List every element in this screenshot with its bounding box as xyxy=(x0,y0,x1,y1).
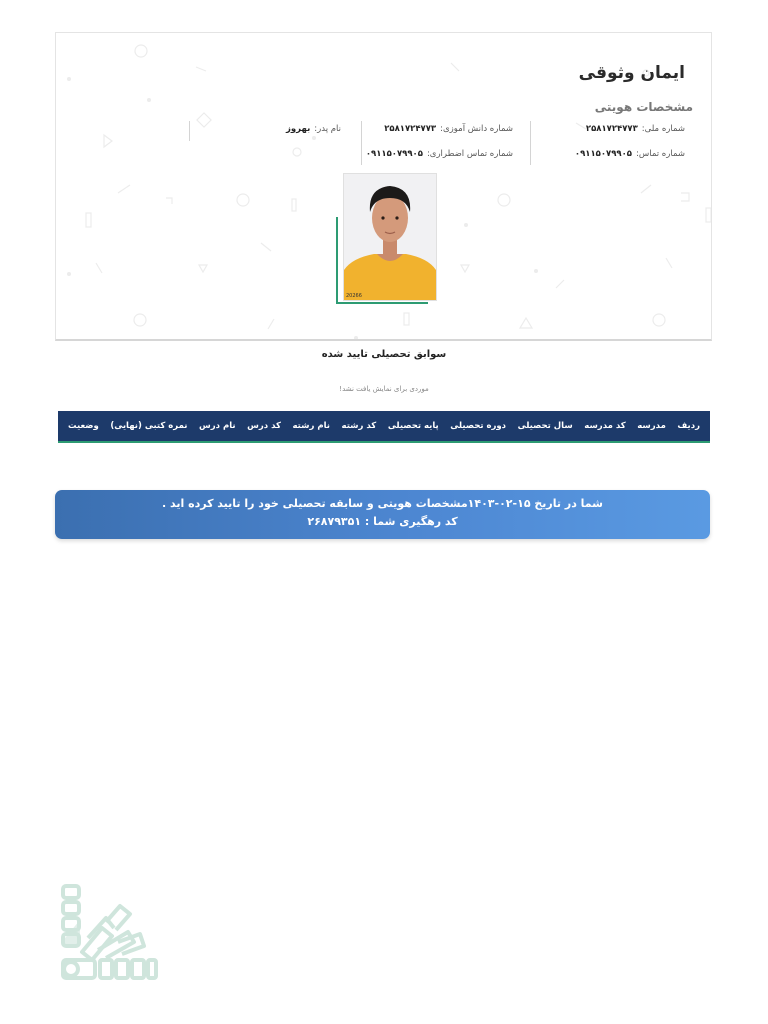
student-id-field xyxy=(384,124,513,134)
confirmation-banner xyxy=(55,490,710,539)
father-name-field xyxy=(286,124,341,134)
father-name-value: بهروز xyxy=(286,124,311,134)
column-header[interactable]: وضعیت xyxy=(68,421,99,431)
student-id-label: شماره دانش آموزی: xyxy=(440,124,513,134)
tracking-code: کد رهگیری شما : ۲۶۸۷۹۳۵۱ xyxy=(307,515,458,528)
records-title: سوابق تحصیلی تایید شده xyxy=(321,349,447,360)
national-id-field xyxy=(586,124,685,134)
phone-value: ۰۹۱۱۵۰۷۹۹۰۵ xyxy=(574,149,632,159)
records-table-header xyxy=(58,411,710,443)
father-name-label: نام پدر: xyxy=(314,124,341,134)
column-header[interactable]: سال تحصیلی xyxy=(517,421,573,431)
column-header[interactable]: نام رشته xyxy=(292,421,330,431)
phone-field xyxy=(575,149,685,159)
column-header[interactable]: مدرسه xyxy=(637,421,666,431)
empty-message: موردی برای نمایش یافت نشد! xyxy=(339,385,429,393)
national-id-value: ۲۵۸۱۷۲۴۷۷۳ xyxy=(585,124,638,134)
student-id-value: ۲۵۸۱۷۲۴۷۷۳ xyxy=(384,124,437,134)
emergency-phone-field xyxy=(366,149,513,159)
column-divider xyxy=(189,121,190,141)
identity-card xyxy=(55,32,712,341)
confirmation-message: شما در تاریخ ۱۵-۰۲-۱۴۰۳مشخصات هویتی و سابقه تحصیلی خود را تایید کرده اید . xyxy=(162,497,603,510)
swatch-fan-logo-icon xyxy=(58,880,160,984)
column-header[interactable]: ردیف xyxy=(677,421,700,431)
phone-label: شماره تماس: xyxy=(636,149,685,159)
column-header[interactable]: نام درس xyxy=(199,421,236,431)
photo-code: 20266 xyxy=(346,293,362,299)
identity-section-title: مشخصات هویتی xyxy=(594,100,693,114)
column-header[interactable]: کد مدرسه xyxy=(584,421,626,431)
column-header[interactable]: کد درس xyxy=(247,421,281,431)
national-id-label: شماره ملی: xyxy=(641,124,685,134)
column-divider xyxy=(530,121,531,165)
student-name: ایمان وثوقی xyxy=(578,63,685,83)
emergency-phone-value: ۰۹۱۱۵۰۷۹۹۰۵ xyxy=(365,149,423,159)
portrait-image xyxy=(344,174,436,300)
column-header[interactable]: نمره کتبی (نهایی) xyxy=(110,421,188,431)
column-header[interactable]: کد رشته xyxy=(341,421,377,431)
emergency-phone-label: شماره تماس اضطراری: xyxy=(426,149,513,159)
student-photo xyxy=(343,173,437,301)
column-divider xyxy=(361,121,362,165)
column-header[interactable]: دوره تحصیلی xyxy=(450,421,507,431)
column-header[interactable]: پایه تحصیلی xyxy=(387,421,439,431)
